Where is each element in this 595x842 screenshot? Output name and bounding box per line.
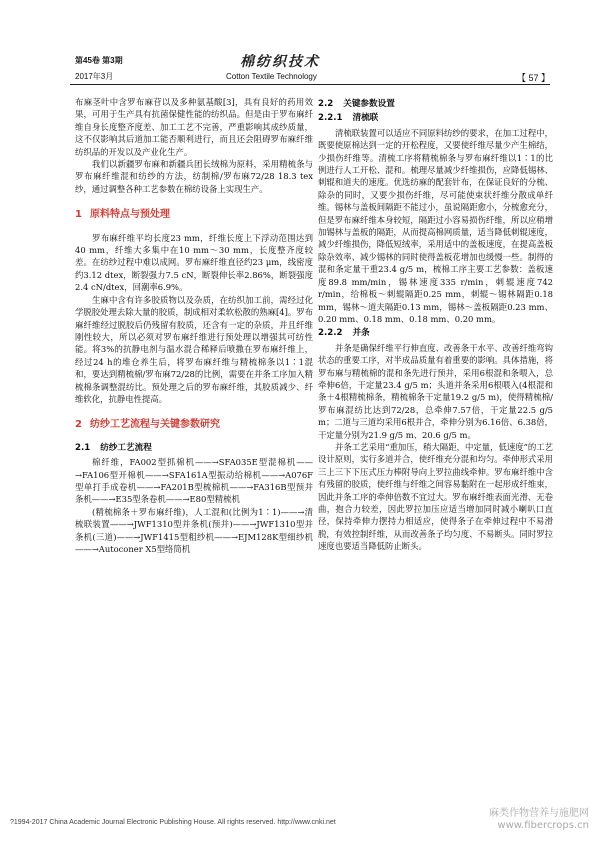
subsection-2-2-2-title: 并条 (352, 328, 370, 339)
section-1-paragraph-1: 罗布麻纤维平均长度23 mm，纤维长度上下浮动范围达到40 mm，纤维大多集中在10 mm～30 mm，长度整齐度较差。在纺纱过程中难以成网。罗布麻纤维直径约23 μm，线密度约3.12 dtex，断裂强力7.5 cN，断裂伸长率2.86%，断裂强度2.4 cN/dtex，回潮率6.9%。 (75, 232, 313, 293)
journal-title-cn: 棉纺织技术 (240, 54, 320, 70)
section-2-heading (75, 419, 313, 431)
copyright-footer: ?1994-2017 China Academic Journal Electronic Publishing House. All rights reserved. http://www.cnki.net (10, 819, 336, 826)
watermark-url: www.fibercrops.cn (497, 820, 589, 831)
subsection-2-1-title: 纺纱工艺流程 (100, 442, 152, 453)
section-2-title: 纺纱工艺流程与关键参数研究 (89, 419, 220, 431)
subsection-2-2-1-number: 2.2.1 (318, 113, 343, 124)
process-flow-2: (精梳棉条＋罗布麻纤维)，人工混和(比例为1∶1)——→清梳联装置——→JWF1310型并条机(预并)——→JWF1310型并条机(三道)——→JWF1415型粗纱机——→EJM128K型细纱机——→Autoconer X5型络筒机 (75, 506, 313, 554)
subsection-2-1-heading (75, 442, 313, 454)
section-1-paragraph-2: 生麻中含有许多胶质物以及杂质，在纺织加工前，需经过化学脱胶处理去除大量的胶质，制成相对柔软松散的熟麻[4]。罗布麻纤维经过脱胶后仍残留有胶质，还含有一定的杂质，并且纤维刚性较大，所以必须对罗布麻纤维进行预处理以增强其可纺性能。将3%的抗静电剂与温水混合稀释后喷撒在罗布麻纤维上，经过24 h的堆仓养生后，将罗布麻纤维与精梳棉条以1∶1混和，要达到精梳棉/罗布麻72/28的比例，需要在并条工序加入精梳棉条调整混纺比。预处理之后的罗布麻纤维，其胶质减少、纤维软化，抗静电性提高。 (75, 294, 313, 404)
subsection-2-1-number: 2.1 (75, 442, 91, 453)
subsection-2-2-1-title: 清梳联 (352, 113, 379, 124)
subsection-2-2-2-number: 2.2.2 (318, 328, 343, 339)
drawing-paragraph-2: 并条工艺采用“重加压，稍大隔距，中定量，低速度”的工艺设计原则，实行多道并合，使纤维充分混和均匀。牵伸形式采用三上三下下压式压力棒附导向上罗拉曲线牵伸。罗布麻纤维中含有残留的胶质，使纤维与纤维之间容易黏附在一起形成纤维束，因此并条工序的牵伸倍数不宜过大。罗布麻纤维表面光滑、无卷曲，抱合力较差，因此罗拉加压应适当增加同时减小喇叭口直径，保持牵伸力摆持力相适应，使得条子在牵伸过程中不易滑脱，有效控制纤维，从而改善条子均匀度、不易断头。同时罗拉速度也要适当降低防止断头。 (318, 441, 553, 552)
watermark-cn: 麻类作物营养与施肥网 (489, 808, 589, 819)
intro-paragraph-1: 布麻茎叶中含罗布麻苷以及多种氨基酸[3]，具有良好的药用效果，可用于生产具有抗菌保健性能的纺织品。但是由于罗布麻纤维自身长度整齐度差、加工工艺不完善，严重影响其成纱质量，这不仅影响其后道加工能否顺利进行，而且还会阻碍罗布麻纤维纺织品的开发以及产业化生产。 (75, 97, 313, 157)
process-flow-1: 棉纤维，FA002型抓棉机——→SFA035E型混棉机——→FA106型开棉机——→SFA161A型振动给棉机——→A076F型单打手成卷机——→FA201B型梳棉机——→FA316B型预并条机——→E35型条卷机——→E80型精梳机 (75, 457, 313, 505)
section-1-title: 原料特点与预处理 (89, 209, 170, 221)
subsection-2-2-title: 关键参数设置 (343, 99, 395, 109)
page-header (0, 0, 595, 100)
subsection-2-2-2-heading (318, 327, 553, 339)
watermark (489, 808, 589, 832)
journal-title-en: Cotton Textile Technology (226, 72, 317, 81)
section-2-number: 2 (75, 419, 82, 431)
subsection-2-2-heading (318, 98, 553, 110)
subsection-2-2-1-heading (318, 112, 553, 124)
subsection-2-2-number: 2.2 (318, 99, 334, 109)
header-rule (70, 84, 550, 85)
drawing-paragraph-1: 并条是确保纤维平行伸直度、改善条干水平、改善纤维弯钩状态的重要工序，对半成品质量有着重要的影响。具体措施，将罗布麻与精梳棉的混和条先进行预并，采用6根混和条喂入，总牵伸6倍，干定量23.4 g/5 m；头道并条采用6根喂入(4根混和条＋4根精梳棉条，精梳棉条干定量19.2 g/5 m)，使得精梳棉/罗布麻混纺比达到72/28，总牵伸7.57倍，干定量22.5 g/5 m；二道与三道均采用6根并合，牵伸分别为6.16倍、6.38倍，干定量分别为21.9 g/5 m、20.6 g/5 m。 (318, 342, 553, 440)
section-1-number: 1 (75, 209, 82, 221)
intro-paragraph-2: 我们以新疆罗布麻和新疆兵团长绒棉为原料，采用精梳条与罗布麻纤维混和纺纱的方法，纺制棉/罗布麻72/28 18.3 tex纱，通过调整各种工艺参数在棉纺设备上实现生产。 (75, 159, 313, 194)
issue-date: 2017年3月 (75, 72, 114, 81)
volume-issue: 第45卷 第3期 (75, 56, 123, 65)
right-column (318, 96, 553, 553)
section-1-heading (75, 209, 313, 221)
carding-paragraph: 清梳联装置可以适应不同原料纺纱的要求，在加工过程中，既要使原棉达到一定的开松程度，又要使纤维尽量少产生棉结，少损伤纤维等。清梳工序将精梳棉条与罗布麻纤维以1∶1的比例进行人工开松、混和。梳理尽量减少纤维损伤，应降低锡林、刺辊和道夫的速度。优选纺麻的配套针布，在保证良好的分梳、除杂的同时，又要少损伤纤维，尽可能使束状纤维分散成单纤维。锡林与盖板间隔距不能过小，虽说隔距愈小，分梳愈充分，但是罗布麻纤维本身较短，隔距过小容易损伤纤维，所以应稍增加锡林与盖板的隔距，从而提高棉网质量，适当降低刺辊速度，减少纤维损伤，降低短绒率，采用适中的盖板速度，在提高盖板除杂效率、减少锡林的同时使得盖板花增加也缓慢一些。制得的混和条定量干重23.4 g/5 m，梳棉工序主要工艺参数：盖板速度89.8 mm/min，锡林速度335 r/min，刺辊速度742 r/min，给棉板～刺辊隔距0.25 mm，刺辊～锡林隔距0.18 mm，锡林～道夫隔距0.13 mm，锡林～盖板隔距0.23 mm、0.20 mm、0.18 mm、0.18 mm、0.20 mm。 (318, 127, 553, 324)
left-column (75, 96, 313, 555)
page-number: 【 57 】 (516, 73, 550, 83)
